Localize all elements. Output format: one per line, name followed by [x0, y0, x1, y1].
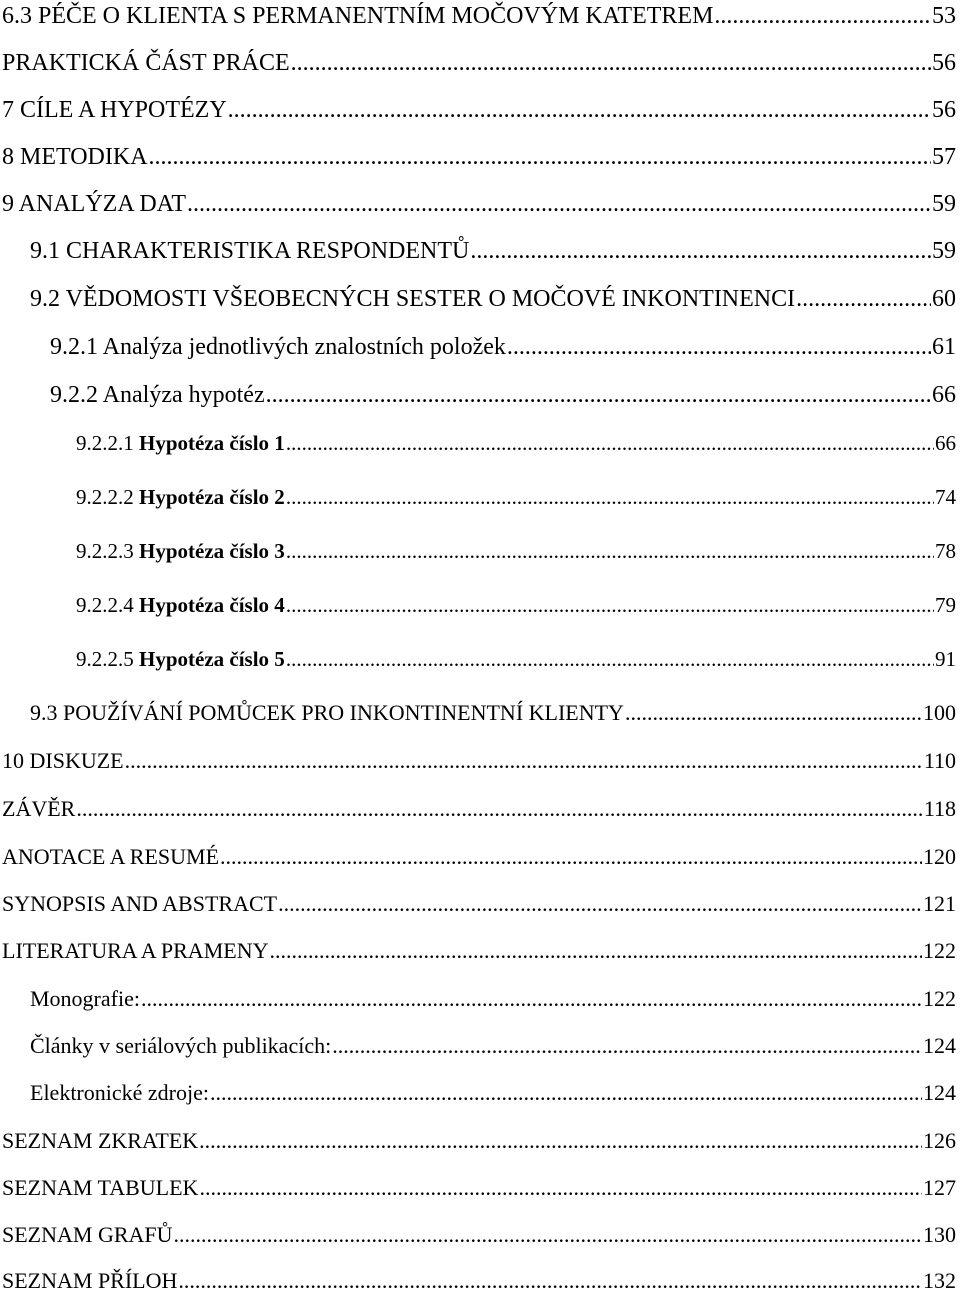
toc-leader	[286, 644, 934, 674]
toc-entry-label: Monografie:	[30, 986, 140, 1011]
toc-leader	[178, 1266, 922, 1296]
toc-entry-label: 9.2 VĚDOMOSTI VŠEOBECNÝCH SESTER O MOČOVÉ INKONTINENCI	[30, 286, 796, 312]
toc-leader	[199, 1173, 922, 1203]
toc-entry-label: SEZNAM PŘÍLOH	[2, 1268, 178, 1293]
toc-entry[interactable]	[2, 794, 956, 824]
toc-page-number: 110	[923, 748, 956, 773]
toc-page-number: 122	[923, 938, 956, 963]
toc-entry-label: ZÁVĚR	[2, 796, 76, 821]
toc-leader	[149, 142, 931, 172]
toc-entry[interactable]	[2, 142, 956, 172]
toc-page-number: 91	[935, 647, 956, 671]
toc-entry[interactable]	[30, 698, 956, 728]
toc-page-number: 130	[923, 1222, 956, 1247]
toc-entry-label: LITERATURA A PRAMENY	[2, 938, 269, 963]
toc-entry[interactable]	[2, 189, 956, 219]
toc-leader	[141, 984, 922, 1014]
toc-entry[interactable]	[76, 482, 956, 512]
toc-page-number: 59	[932, 238, 956, 264]
toc-entry-label: 9.1 CHARAKTERISTIKA RESPONDENTŮ	[30, 238, 470, 264]
toc-entry-number: 9.2.2.5	[76, 647, 134, 671]
toc-entry-label: 10 DISKUZE	[2, 748, 124, 773]
toc-entry[interactable]	[2, 1173, 956, 1203]
toc-entry[interactable]	[76, 428, 956, 458]
toc-leader	[286, 536, 934, 566]
toc-leader	[470, 236, 931, 266]
toc-page-number: 74	[935, 485, 956, 509]
toc-entry[interactable]	[50, 332, 956, 362]
toc-page-number: 57	[932, 144, 956, 170]
toc-entry[interactable]	[76, 590, 956, 620]
toc-entry[interactable]	[30, 284, 956, 314]
toc-entry[interactable]	[50, 380, 956, 410]
toc-entry-label: 8 METODIKA	[2, 144, 148, 170]
toc-entry-label: PRAKTICKÁ ČÁST PRÁCE	[2, 50, 290, 76]
toc-page-number: 59	[932, 191, 956, 217]
toc-leader	[76, 794, 922, 824]
toc-entry[interactable]	[2, 746, 956, 776]
toc-leader	[286, 482, 934, 512]
toc-leader	[174, 1220, 922, 1250]
toc-entry-label: ANOTACE A RESUMÉ	[2, 844, 220, 869]
toc-leader	[269, 936, 922, 966]
toc-entry-label: SEZNAM TABULEK	[2, 1175, 199, 1200]
toc-entry-number: 9.2.2.1	[76, 431, 134, 455]
toc-entry-title: Hypotéza číslo 4	[139, 593, 285, 617]
toc-leader	[796, 284, 931, 314]
toc-leader	[332, 1031, 922, 1061]
toc-page-number: 127	[923, 1175, 956, 1200]
toc-leader	[286, 590, 934, 620]
toc-entry-title: Hypotéza číslo 1	[139, 431, 285, 455]
toc-entry-label: 9.3 POUŽÍVÁNÍ POMŮCEK PRO INKONTINENTNÍ KLIENTY	[30, 700, 624, 725]
toc-entry-label: 9.2.2 Analýza hypotéz	[50, 382, 265, 408]
toc-entry-title: Hypotéza číslo 5	[139, 647, 285, 671]
toc-entry[interactable]	[2, 48, 956, 78]
toc-entry-title: Hypotéza číslo 2	[139, 485, 285, 509]
toc-leader	[286, 428, 934, 458]
toc-entry-label	[76, 590, 285, 620]
toc-entry-label: 9 ANALÝZA DAT	[2, 191, 186, 217]
toc-page-number: 66	[935, 431, 956, 455]
toc-leader	[625, 698, 922, 728]
toc-entry-number: 9.2.2.3	[76, 539, 134, 563]
toc-entry[interactable]	[30, 984, 956, 1014]
toc-entry-number: 9.2.2.2	[76, 485, 134, 509]
toc-leader	[278, 889, 922, 919]
toc-page-number: 124	[923, 1033, 956, 1058]
toc-leader	[228, 95, 931, 125]
toc-page-number: 78	[935, 539, 956, 563]
toc-leader	[714, 1, 931, 31]
toc-leader	[266, 380, 931, 410]
toc-entry[interactable]	[2, 842, 956, 872]
toc-entry-label: 7 CÍLE A HYPOTÉZY	[2, 97, 227, 123]
toc-page-number: 56	[932, 97, 956, 123]
toc-entry-label: Elektronické zdroje:	[30, 1080, 209, 1105]
toc-entry-label: 9.2.1 Analýza jednotlivých znalostních položek	[50, 334, 506, 360]
toc-entry-label: 6.3 PÉČE O KLIENTA S PERMANENTNÍM MOČOVÝM KATETREM	[2, 3, 714, 29]
toc-leader	[125, 746, 923, 776]
toc-entry-label	[76, 428, 285, 458]
toc-entry[interactable]	[2, 889, 956, 919]
toc-entry-number: 9.2.2.4	[76, 593, 134, 617]
toc-leader	[187, 189, 931, 219]
toc-page-number: 79	[935, 593, 956, 617]
toc-page-number: 121	[923, 891, 956, 916]
toc-entry[interactable]	[2, 1126, 956, 1156]
toc-page-number: 132	[923, 1268, 956, 1293]
toc-leader	[220, 842, 922, 872]
toc-page-number: 124	[923, 1080, 956, 1105]
toc-entry-label	[76, 536, 285, 566]
toc-leader	[507, 332, 931, 362]
toc-page-number: 118	[923, 796, 956, 821]
toc-page-number: 61	[932, 334, 956, 360]
toc-entry-label	[76, 644, 285, 674]
toc-entry[interactable]	[2, 1, 956, 31]
toc-entry[interactable]	[30, 1078, 956, 1108]
toc-entry-label: SEZNAM ZKRATEK	[2, 1128, 199, 1153]
toc-page-number: 66	[932, 382, 956, 408]
toc-entry-label: SYNOPSIS AND ABSTRACT	[2, 891, 278, 916]
toc-leader	[291, 48, 931, 78]
toc-entry[interactable]	[2, 1266, 956, 1296]
toc-entry-label: Články v seriálových publikacích:	[30, 1033, 332, 1058]
toc-entry[interactable]	[30, 1031, 956, 1061]
toc-entry[interactable]	[2, 1220, 956, 1250]
toc-entry-label	[76, 482, 285, 512]
toc-leader	[199, 1126, 922, 1156]
toc-leader	[210, 1078, 922, 1108]
toc-page-number: 126	[923, 1128, 956, 1153]
toc-entry[interactable]	[2, 95, 956, 125]
toc-entry[interactable]	[76, 536, 956, 566]
toc-page-number: 53	[932, 3, 956, 29]
toc-entry-title: Hypotéza číslo 3	[139, 539, 285, 563]
toc-page-number: 122	[923, 986, 956, 1011]
toc-page-number: 56	[932, 50, 956, 76]
toc-entry[interactable]	[30, 236, 956, 266]
toc-entry-label: SEZNAM GRAFŮ	[2, 1222, 173, 1247]
toc-entry[interactable]	[2, 936, 956, 966]
toc-entry[interactable]	[76, 644, 956, 674]
toc-page-number: 100	[923, 700, 956, 725]
toc-page-number: 120	[923, 844, 956, 869]
toc-page-number: 60	[932, 286, 956, 312]
